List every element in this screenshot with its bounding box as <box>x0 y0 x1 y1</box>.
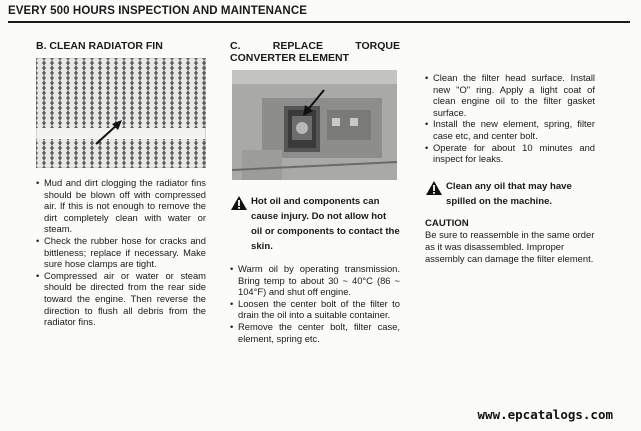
pointer-arrow-icon <box>300 88 328 118</box>
list-item: • Operate for about 10 minutes and inspect for leaks. <box>425 142 595 165</box>
torque-converter-figure <box>232 70 397 180</box>
section-b-bullets <box>36 177 206 328</box>
warning-hot-oil <box>230 194 400 254</box>
footer-url[interactable]: www.epcatalogs.com <box>477 407 613 422</box>
warning-clean-oil <box>425 179 595 209</box>
page-header <box>8 5 630 23</box>
list-item: • Remove the center bolt, filter case, element, spring etc. <box>230 321 400 344</box>
section-clean-radiator-fin <box>36 40 206 328</box>
radiator-fin-figure <box>36 58 206 168</box>
list-item: • Warm oil by operating transmission. Bring temp to about 30 ~ 40°C (86 ~ 104°F) and shut off engine. <box>230 263 400 298</box>
pointer-arrow-icon <box>94 118 124 146</box>
list-item: • Loosen the center bolt of the filter to drain the oil into a suitable container. <box>230 298 400 321</box>
warning-text: Hot oil and components can cause injury. Do not allow hot oil or components to contact the skin. <box>251 196 400 252</box>
caution-heading: CAUTION <box>425 217 469 229</box>
section-c-bullets <box>230 263 400 344</box>
list-item: • Mud and dirt clogging the radiator fins should be blown off with compressed air. If this is not enough to remove the dirt completely clean with water or steam. <box>36 177 206 235</box>
warning-text: Clean any oil that may have spilled on the machine. <box>446 180 572 207</box>
header-rule <box>8 21 630 23</box>
section-replace-torque-converter <box>230 40 400 344</box>
section-c-continued <box>425 72 595 264</box>
list-item: • Compressed air or water or steam should be directed from the rear side toward the engine. Then reverse the direction to flush all debris from the radiator fins. <box>36 270 206 328</box>
page-title: EVERY 500 HOURS INSPECTION AND MAINTENANCE <box>8 5 307 17</box>
list-item: • Install the new element, spring, filter case etc, and center bolt. <box>425 118 595 141</box>
section-b-title: B. CLEAN RADIATOR FIN <box>36 40 163 52</box>
list-item: • Clean the filter head surface. Install new "O" ring. Apply a light coat of clean engine oil to the filter gasket surface. <box>425 72 595 118</box>
caution-text: Be sure to reassemble in the same order as it was disassembled. Improper assembly can damage the filter element. <box>425 229 595 264</box>
list-item: • Check the rubber hose for cracks and bittleness; replace if necessary. Make sure hose clamps are tight. <box>36 235 206 270</box>
section-c-cont-bullets <box>425 72 595 165</box>
warning-triangle-icon <box>425 180 443 196</box>
section-c-title: C. REPLACE TORQUE CONVERTER ELEMENT <box>230 40 400 64</box>
warning-triangle-icon <box>230 195 248 211</box>
